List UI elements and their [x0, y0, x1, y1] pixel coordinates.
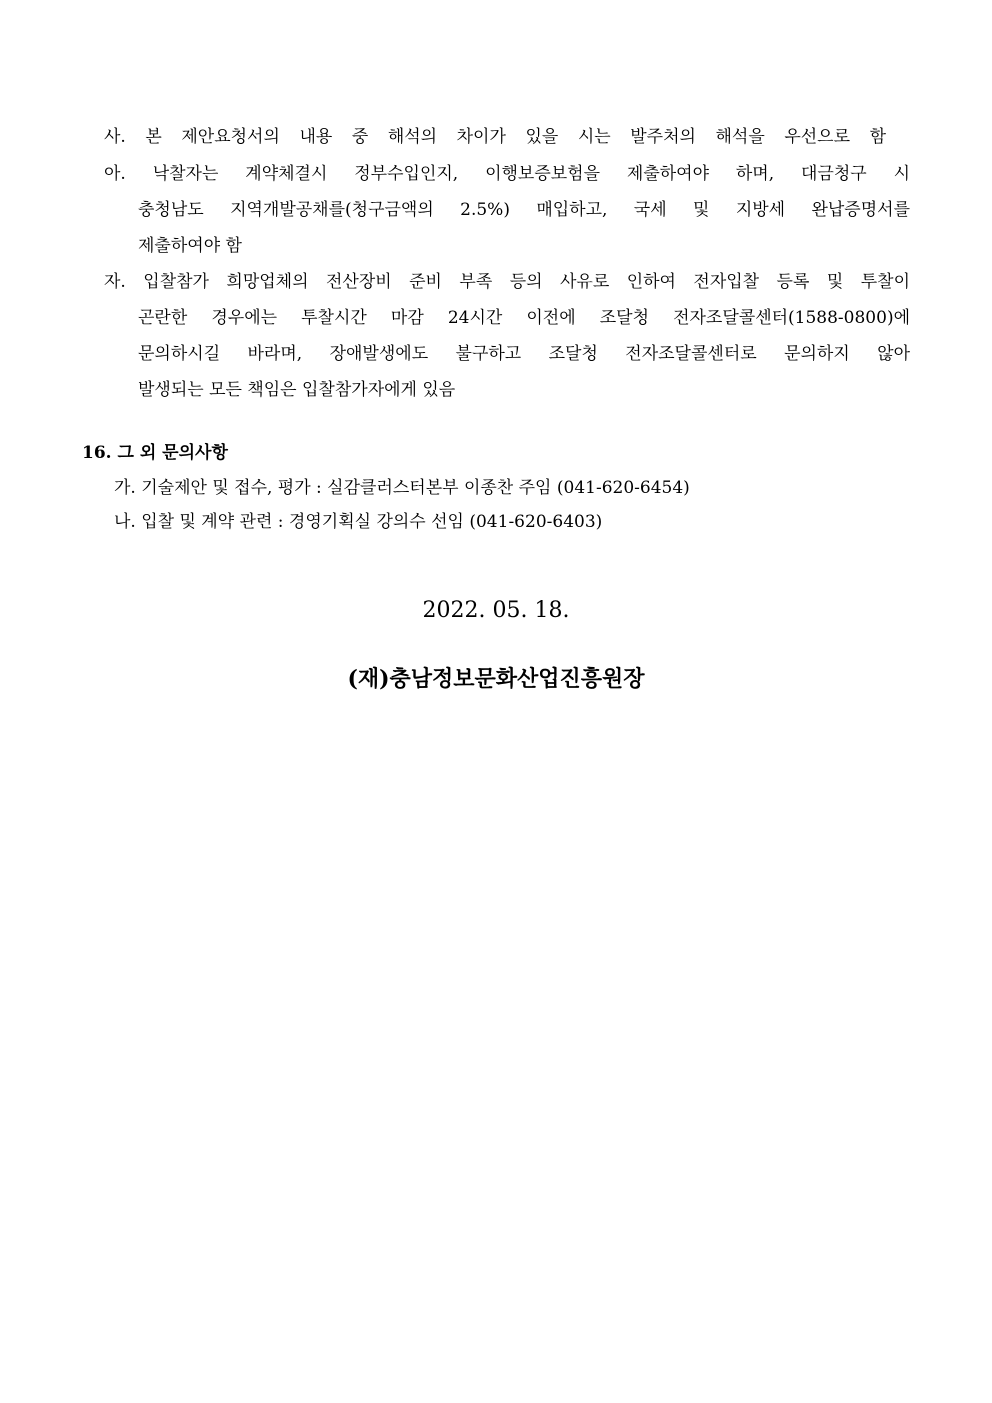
- item-a-line-3: 제출하여야 함: [138, 236, 242, 256]
- item-a-line-2: 충청남도 지역개발공채를(청구금액의 2.5%) 매입하고, 국세 및 지방세 완납증명서를: [138, 200, 910, 220]
- item-sa-line-1: 사. 본 제안요청서의 내용 중 해석의 차이가 있을 시는 발주처의 해석을 우선으로 함: [104, 127, 886, 147]
- item-a-line-1: 아. 낙찰자는 계약체결시 정부수입인지, 이행보증보험을 제출하여야 하며, 대금청구 시: [104, 164, 910, 184]
- document-date: 2022. 05. 18.: [422, 598, 570, 623]
- item-ja-line-1: 자. 입찰참가 희망업체의 전산장비 준비 부족 등의 사유로 인하여 전자입찰 등록 및 투찰이: [104, 272, 910, 292]
- item-ja-line-3: 문의하시길 바라며, 장애발생에도 불구하고 조달청 전자조달콜센터로 문의하지 않아: [138, 344, 910, 364]
- contact-ga: 가. 기술제안 및 접수, 평가 : 실감클러스터본부 이종찬 주임 (041-620-6454): [114, 478, 690, 498]
- section-16-title: 16. 그 외 문의사항: [82, 443, 228, 463]
- item-ja-line-4: 발생되는 모든 책임은 입찰참가자에게 있음: [138, 380, 456, 400]
- contact-na: 나. 입찰 및 계약 관련 : 경영기획실 강의수 선임 (041-620-6403): [114, 512, 603, 532]
- item-ja-line-2: 곤란한 경우에는 투찰시간 마감 24시간 이전에 조달청 전자조달콜센터(1588-0800)에: [138, 308, 910, 328]
- issuer-name: (재)충남정보문화산업진흥원장: [347, 666, 645, 692]
